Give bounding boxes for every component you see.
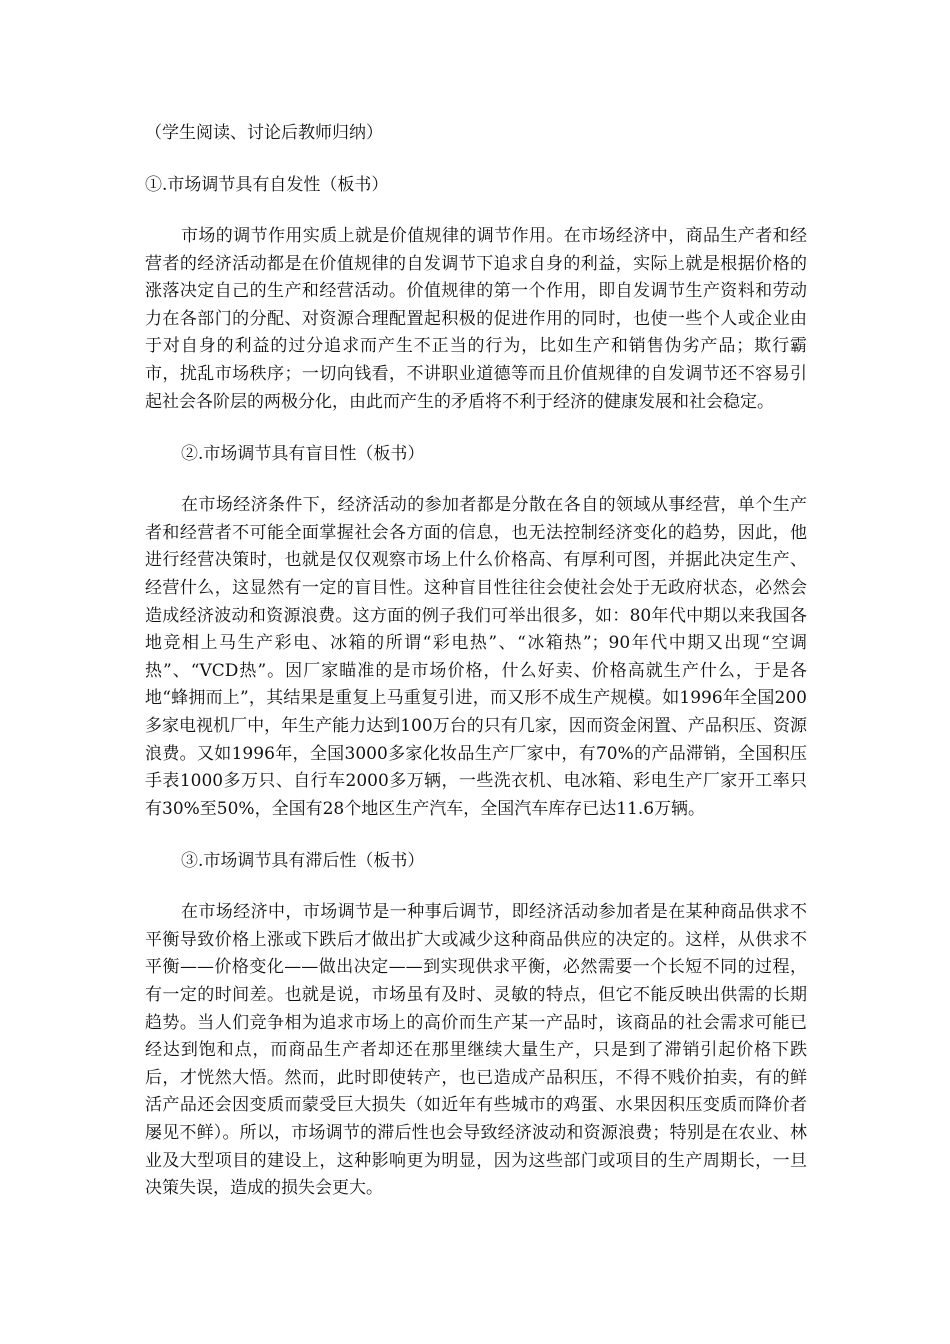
spacer <box>145 416 807 440</box>
spacer <box>145 199 807 223</box>
section-body-1: 市场的调节作用实质上就是价值规律的调节作用。在市场经济中，商品生产者和经营者的经济活动都是在价值规律的自发调节下追求自身的利益，实际上就是根据价格的涨落决定自己的生产和经营活动。价值规律的第一个作用，即自发调节生产资料和劳动力在各部门的分配、对资源合理配置起积极的促进作用的同时，也使一些个人或企业由于对自身的利益的过分追求而产生不正当的行为，比如生产和销售伪劣产品；欺行霸市，扰乱市场秩序；一切向钱看，不讲职业道德等而且价值规律的自发调节还不容易引起社会各阶层的两极分化，由此而产生的矛盾将不利于经济的健康发展和社会稳定。 <box>145 226 807 412</box>
section-heading-1: ①.市场调节具有自发性（板书） <box>145 175 389 195</box>
spacer <box>145 875 807 899</box>
intro-note: （学生阅读、讨论后教师归纳） <box>145 123 383 143</box>
section-heading-3: ③.市场调节具有滞后性（板书） <box>181 851 425 872</box>
section-heading-2: ②.市场调节具有盲目性（板书） <box>181 444 425 465</box>
section-body-2: 在市场经济条件下，经济活动的参加者都是分散在各自的领域从事经营，单个生产者和经营者不可能全面掌握社会各方面的信息，也无法控制经济变化的趋势，因此，他进行经营决策时，也就是仅仅观察市场上什么价格高、有厚利可图，并据此决定生产、经营什么，这显然有一定的盲目性。这种盲目性往往会使社会处于无政府状态，必然会造成经济波动和资源浪费。这方面的例子我们可举出很多，如：80年代中期以来我国各地竞相上马生产彩电、冰箱的所谓“彩电热”、“冰箱热”；90年代中期又出现“空调热”、“VCD热”。因厂家瞄准的是市场价格，什么好卖、价格高就生产什么，于是各地“蜂拥而上”，其结果是重复上马重复引进，而又形不成生产规模。如1996年全国200多家电视机厂中，年生产能力达到100万台的只有几家，因而资金闲置、产品积压、资源浪费。又如1996年，全国3000多家化妆品生产厂家中，有70%的产品滞销，全国积压手表1000多万只、自行车2000多万辆，一些洗衣机、电冰箱、彩电生产厂家开工率只有30%至50%，全国有28个地区生产汽车，全国汽车库存已达11.6万辆。 <box>145 495 807 819</box>
spacer <box>145 468 807 492</box>
section-body-3: 在市场经济中，市场调节是一种事后调节，即经济活动参加者是在某种商品供求不平衡导致价格上涨或下跌后才做出扩大或减少这种商品供应的决定的。这样，从供求不平衡——价格变化——做出决定——到实现供求平衡，必然需要一个长短不同的过程，有一定的时间差。也就是说，市场虽有及时、灵敏的特点，但它不能反映出供需的长期趋势。当人们竞争相为追求市场上的高价而生产某一产品时，该商品的社会需求可能已经达到饱和点，而商品生产者却还在那里继续大量生产，只是到了滞销引起价格下跌后，才恍然大悟。然而，此时即使转产，也已造成产品积压，不得不贱价拍卖，有的鲜活产品还会因变质而蒙受巨大损失（如近年有些城市的鸡蛋、水果因积压变质而降价者屡见不鲜）。所以，市场调节的滞后性也会导致经济波动和资源浪费；特别是在农业、林业及大型项目的建设上，这种影响更为明显，因为这些部门或项目的生产周期长，一旦决策失误，造成的损失会更大。 <box>145 902 807 1199</box>
document-page <box>145 119 807 1203</box>
spacer <box>145 823 807 847</box>
spacer <box>145 147 807 171</box>
